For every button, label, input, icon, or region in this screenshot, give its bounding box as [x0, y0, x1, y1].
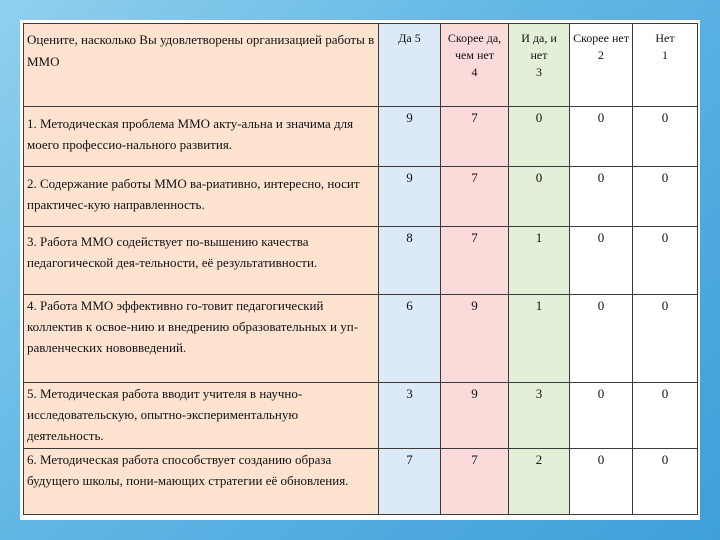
header-col-value: 4	[471, 65, 478, 79]
survey-table	[23, 23, 698, 515]
header-col-value: 2	[598, 48, 604, 62]
cell-yes: 6	[379, 295, 441, 383]
cell-yes: 9	[379, 107, 441, 167]
cell-no: 0	[633, 295, 698, 383]
header-col-yes	[379, 24, 441, 107]
row-question: 2. Содержание работы ММО ва-риативно, интересно, носит практичес-кую направленность.	[24, 167, 379, 227]
cell-neutral: 2	[509, 449, 570, 515]
cell-rather-yes: 9	[441, 295, 509, 383]
table-row	[24, 295, 698, 383]
row-question: 1. Методическая проблема ММО акту-альна и значима для моего профессио-нального развития.	[24, 107, 379, 167]
cell-neutral: 0	[509, 107, 570, 167]
table-row	[24, 107, 698, 167]
cell-rather-no: 0	[570, 383, 633, 449]
cell-rather-yes: 7	[441, 227, 509, 295]
cell-rather-no: 0	[570, 107, 633, 167]
table-row	[24, 449, 698, 515]
cell-yes: 3	[379, 383, 441, 449]
cell-rather-yes: 9	[441, 383, 509, 449]
row-question: 5. Методическая работа вводит учителя в научно-исследовательскую, опытно-экспериментальную деятельность.	[24, 383, 379, 449]
row-question: 4. Работа ММО эффективно го-товит педагогический коллектив к освое-нию и внедрению образовательных и уп-равленческих нововведений.	[24, 295, 379, 383]
cell-no: 0	[633, 449, 698, 515]
table-row	[24, 227, 698, 295]
cell-rather-no: 0	[570, 295, 633, 383]
row-question: 3. Работа ММО содействует по-вышению качества педагогической дея-тельности, её результативности.	[24, 227, 379, 295]
header-col-neutral	[509, 24, 570, 107]
header-col-no	[633, 24, 698, 107]
header-col-rather-yes	[441, 24, 509, 107]
table-header-row	[24, 24, 698, 107]
cell-no: 0	[633, 167, 698, 227]
table-row	[24, 167, 698, 227]
cell-no: 0	[633, 227, 698, 295]
header-col-label: Скорее да, чем нет	[447, 31, 502, 62]
header-col-label: Нет	[655, 31, 675, 45]
cell-rather-no: 0	[570, 167, 633, 227]
cell-rather-yes: 7	[441, 167, 509, 227]
header-col-value: 5	[414, 31, 421, 45]
cell-neutral: 3	[509, 383, 570, 449]
header-question: Оцените, насколько Вы удовлетворены организацией работы в ММО	[24, 24, 379, 107]
cell-neutral: 1	[509, 227, 570, 295]
row-question: 6. Методическая работа способствует созданию образа будущего школы, пони-мающих стратегии её обновления.	[24, 449, 379, 515]
cell-neutral: 0	[509, 167, 570, 227]
cell-no: 0	[633, 107, 698, 167]
cell-no: 0	[633, 383, 698, 449]
header-col-label: Скорее нет	[573, 31, 629, 45]
header-col-value: 3	[536, 65, 542, 79]
cell-yes: 8	[379, 227, 441, 295]
cell-rather-yes: 7	[441, 107, 509, 167]
cell-rather-yes: 7	[441, 449, 509, 515]
cell-yes: 7	[379, 449, 441, 515]
cell-yes: 9	[379, 167, 441, 227]
cell-rather-no: 0	[570, 449, 633, 515]
cell-neutral: 1	[509, 295, 570, 383]
header-col-rather-no	[570, 24, 633, 107]
header-col-value: 1	[662, 48, 668, 62]
header-col-label: И да, и нет	[521, 31, 557, 62]
header-col-label: Да	[398, 31, 412, 45]
cell-rather-no: 0	[570, 227, 633, 295]
table-row	[24, 383, 698, 449]
